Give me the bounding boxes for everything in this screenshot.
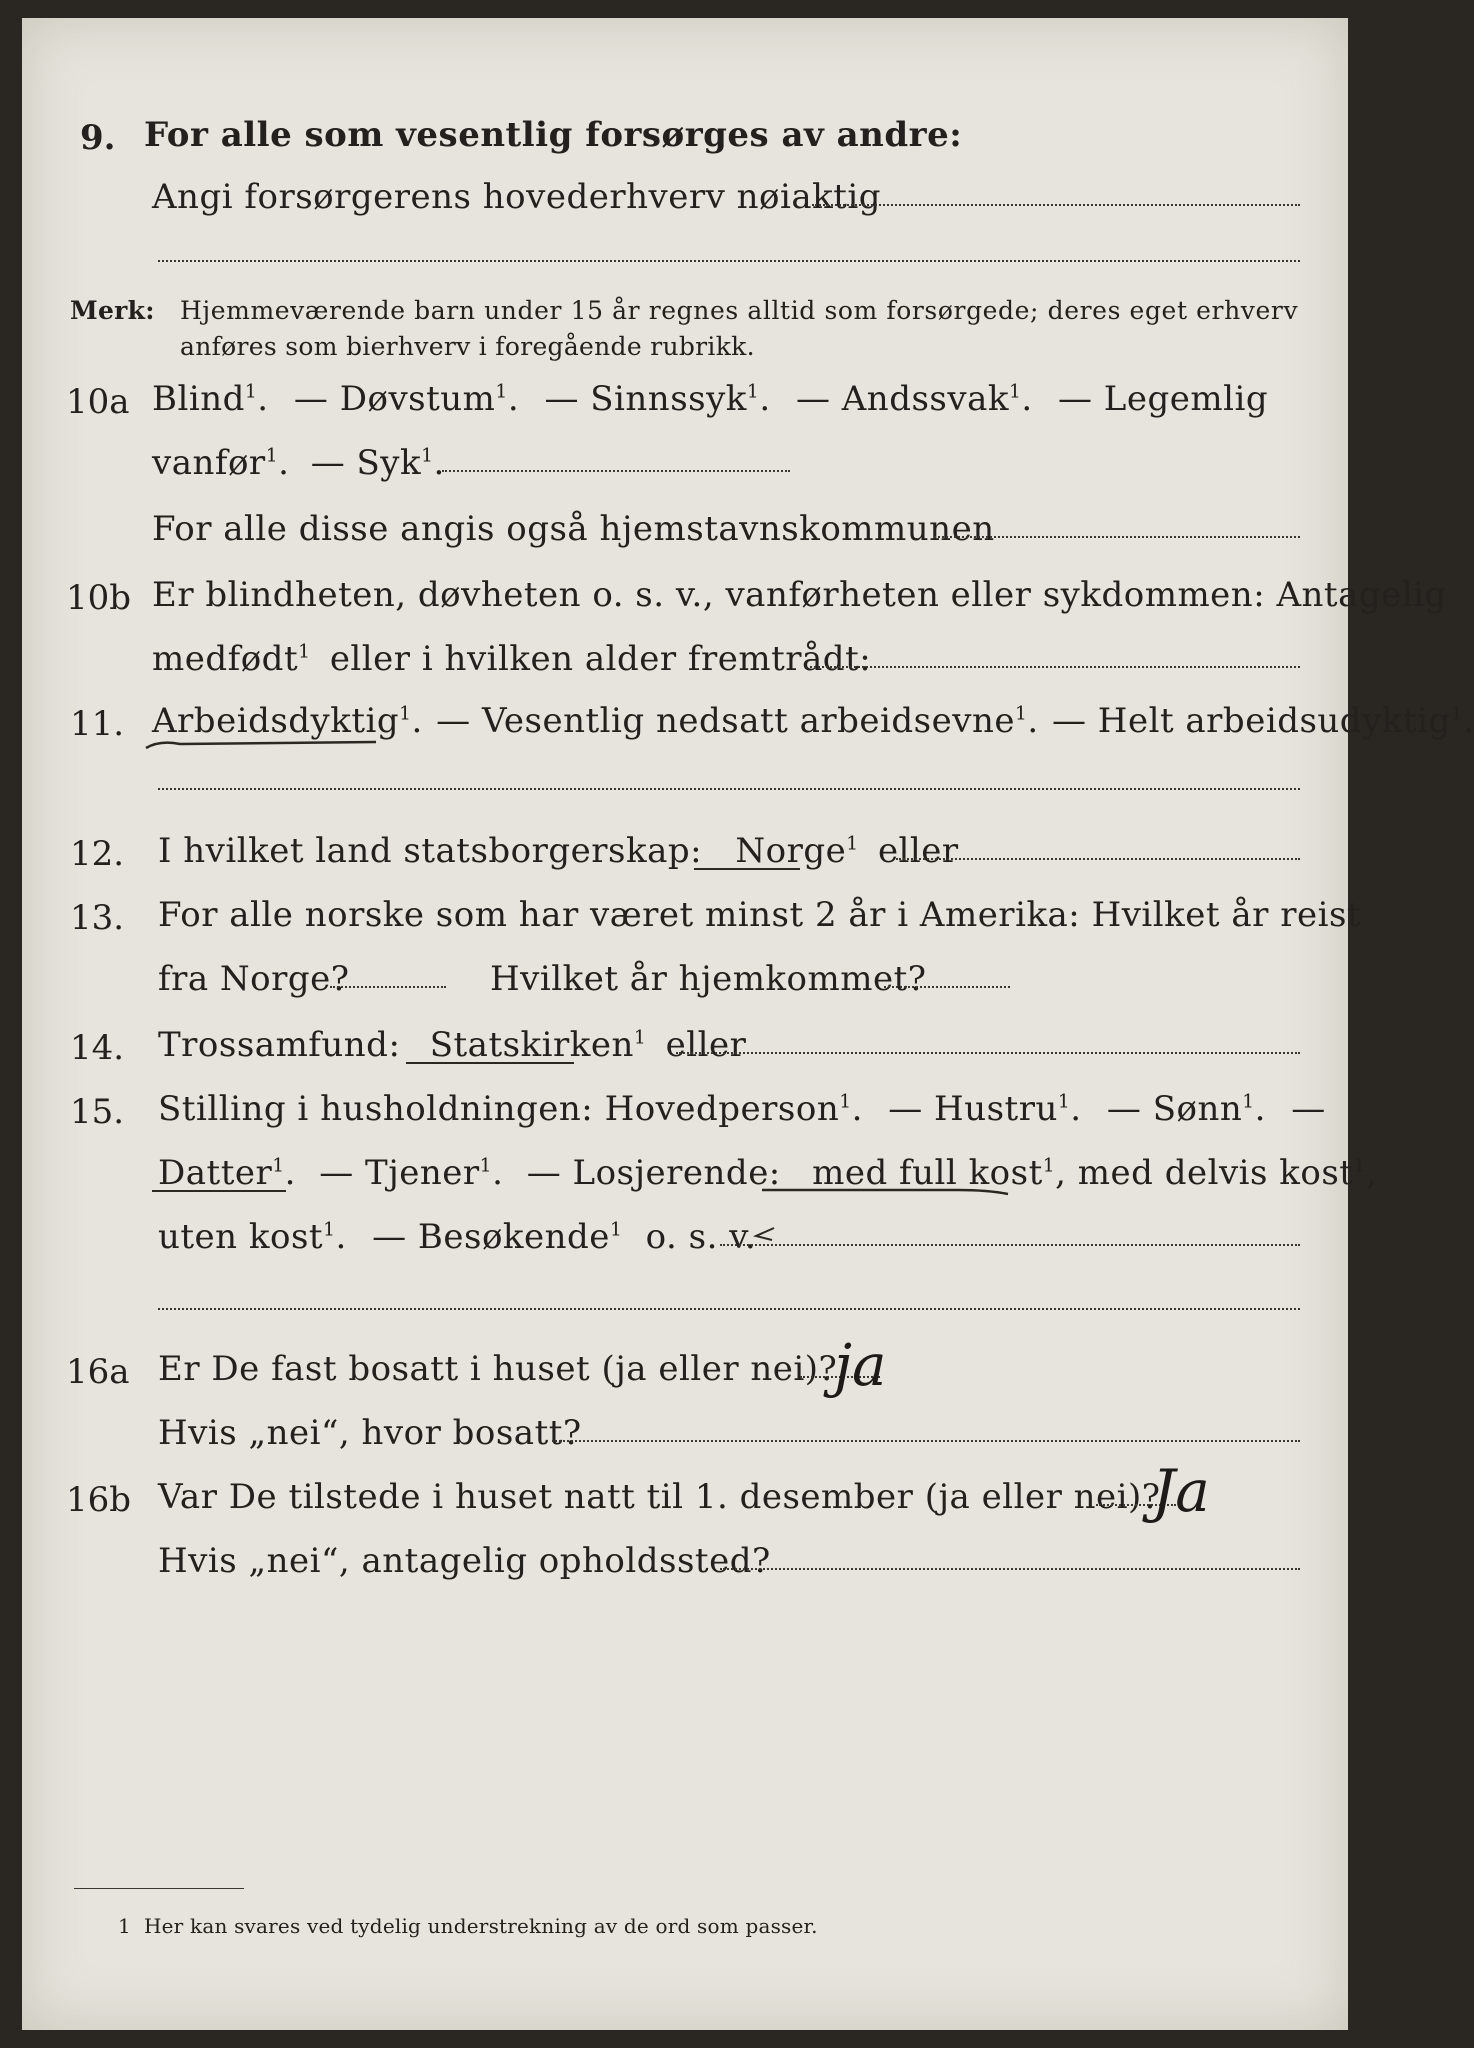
q10a-sinnssyk[interactable]: — Sinnssyk — [544, 379, 747, 419]
q10a-hjemstavn-line[interactable] — [934, 536, 1300, 538]
q15-med-delvis-kost[interactable]: , med delvis kost — [1055, 1153, 1354, 1193]
q10a-line-3: For alle disse angis også hjemstavnskommunen — [152, 509, 995, 549]
q16b-line-1: Var De tilstede i huset natt til 1. desember (ja eller nei)? — [158, 1477, 1161, 1517]
q15-line-2: Datter$^1$. — Tjener$^1$. — Losjerende: med full kost$^1$, med delvis kost$^1$, — [158, 1153, 1378, 1193]
q15-besokende[interactable]: — Besøkende — [372, 1217, 610, 1257]
q9-prompt: Angi forsørgerens hovederhverv nøiaktig — [152, 177, 882, 217]
q16b-opholdssted-line[interactable] — [720, 1568, 1300, 1570]
q15-full-kost-underline — [758, 1180, 1018, 1202]
q12-number: 12. — [70, 834, 125, 874]
q13-fra-line[interactable] — [330, 986, 446, 988]
q15-datter-underline — [152, 1190, 286, 1192]
q10b-line-2: medfødt$^1$ eller i hvilken alder fremtrådt: — [152, 639, 872, 679]
q14-underline — [406, 1062, 574, 1064]
q16a-line-1: Er De fast bosatt i huset (ja eller nei)? — [158, 1349, 838, 1389]
q16a-line-2: Hvis „nei“, hvor bosatt? — [158, 1413, 582, 1453]
q11-number: 11. — [70, 704, 125, 744]
q10a-blind[interactable]: Blind — [152, 379, 245, 419]
q14-line: Trossamfund: Statskirken$^1$ eller — [158, 1025, 747, 1065]
q9-answer-line-2[interactable] — [158, 260, 1300, 262]
footnote-mark: 1 — [118, 1914, 131, 1938]
q15-datter[interactable]: Datter — [158, 1153, 273, 1193]
q10a-legemlig[interactable]: — Legemlig — [1057, 379, 1269, 419]
q15-hustru[interactable]: — Hustru — [888, 1089, 1058, 1129]
q10a-dovstum[interactable]: — Døvstum — [293, 379, 496, 419]
q15-uten-kost[interactable]: uten kost — [158, 1217, 324, 1257]
footnote-text: Her kan svares ved tydelig understrekning av de ord som passer. — [144, 1914, 818, 1938]
q16a-bosatt-line[interactable] — [552, 1440, 1300, 1442]
q10a-syk[interactable]: — Syk — [310, 443, 422, 483]
q12-norge[interactable]: Norge — [735, 831, 847, 871]
q15-tjener[interactable]: — Tjener — [319, 1153, 480, 1193]
q15-line-1: Stilling i husholdningen: Hovedperson$^1$. — Hustru$^1$. — Sønn$^1$. — — [158, 1089, 1326, 1129]
q15-pen-mark — [750, 1224, 780, 1244]
q15-answer-line[interactable] — [720, 1244, 1300, 1246]
q16b-handwritten-answer: Ja — [1152, 1457, 1210, 1525]
q9-heading: For alle som vesentlig forsørges av andre: — [144, 115, 963, 155]
merk-line-2: anføres som bierhverv i foregående rubrikk. — [180, 332, 755, 361]
q9-answer-line[interactable] — [812, 204, 1300, 206]
q10b-number: 10b — [66, 578, 132, 618]
merk-line-1: Hjemmeværende barn under 15 år regnes alltid som forsørgede; deres eget erhverv — [180, 296, 1299, 325]
census-form-page — [22, 18, 1474, 2030]
q15-sonn[interactable]: — Sønn — [1106, 1089, 1243, 1129]
q10b-answer-line[interactable] — [810, 666, 1300, 668]
q11-answer-line[interactable] — [158, 788, 1300, 790]
q14-number: 14. — [70, 1028, 125, 1068]
q10b-line-1: Er blindheten, døvheten o. s. v., vanførheten eller sykdommen: Antagelig — [152, 575, 1447, 615]
q15-losjerende: — Losjerende: — [526, 1153, 781, 1193]
q14-statskirken[interactable]: Statskirken — [429, 1025, 634, 1065]
q9-number: 9. — [80, 118, 116, 158]
q13-fra-norge: fra Norge? — [158, 959, 350, 999]
q10a-vanfor[interactable]: vanfør — [152, 443, 266, 483]
footnote-rule — [74, 1888, 244, 1889]
q14-answer-line[interactable] — [676, 1052, 1300, 1054]
q13-hjem-line[interactable] — [884, 986, 1010, 988]
q15-med-full-kost[interactable]: med full kost — [812, 1153, 1043, 1193]
q16a-handwritten-answer: ja — [834, 1331, 887, 1399]
q16b-number: 16b — [66, 1480, 132, 1520]
q10b-medfodt[interactable]: medfødt — [152, 639, 299, 679]
q15-number: 15. — [70, 1092, 125, 1132]
q10a-syk-line[interactable] — [442, 470, 790, 472]
merk-label: Merk: — [70, 296, 155, 325]
q13-hjemkommet: Hvilket år hjemkommet? — [490, 959, 927, 999]
q10a-line-1: Blind$^1$. — Døvstum$^1$. — Sinnssyk$^1$. — Andssvak$^1$. — Legemlig — [152, 379, 1269, 419]
q11-nedsatt[interactable]: — Vesentlig nedsatt arbeidsevne — [436, 701, 1015, 741]
q15-line-3: uten kost$^1$. — Besøkende$^1$ o. s. v. — [158, 1217, 757, 1257]
q11-udyktig[interactable]: — Helt arbeidsudyktig — [1051, 701, 1451, 741]
q13-number: 13. — [70, 898, 125, 938]
q11-underline-mark — [140, 736, 390, 756]
q11-line: Arbeidsdyktig$^1$. — Vesentlig nedsatt arbeidsevne$^1$. — Helt arbeidsudyktig$^1$. — [152, 701, 1474, 741]
q12-line: I hvilket land statsborgerskap: Norge$^1$ eller — [158, 831, 959, 871]
q13-line-1: For alle norske som har været minst 2 år i Amerika: Hvilket år reist — [158, 895, 1362, 935]
q10a-number: 10a — [66, 382, 130, 422]
q16a-number: 16a — [66, 1352, 130, 1392]
q15-answer-line-2[interactable] — [158, 1308, 1300, 1310]
q11-arbeidsdyktig[interactable]: Arbeidsdyktig — [152, 701, 400, 741]
q10a-andssvak[interactable]: — Andssvak — [795, 379, 1009, 419]
q16b-line-2: Hvis „nei“, antagelig opholdssted? — [158, 1541, 771, 1581]
q12-answer-line[interactable] — [896, 858, 1300, 860]
q12-norge-underline — [694, 868, 800, 870]
q10a-line-2: vanfør$^1$. — Syk$^1$. — [152, 443, 445, 483]
q15-hovedperson[interactable]: Stilling i husholdningen: Hovedperson — [158, 1089, 840, 1129]
